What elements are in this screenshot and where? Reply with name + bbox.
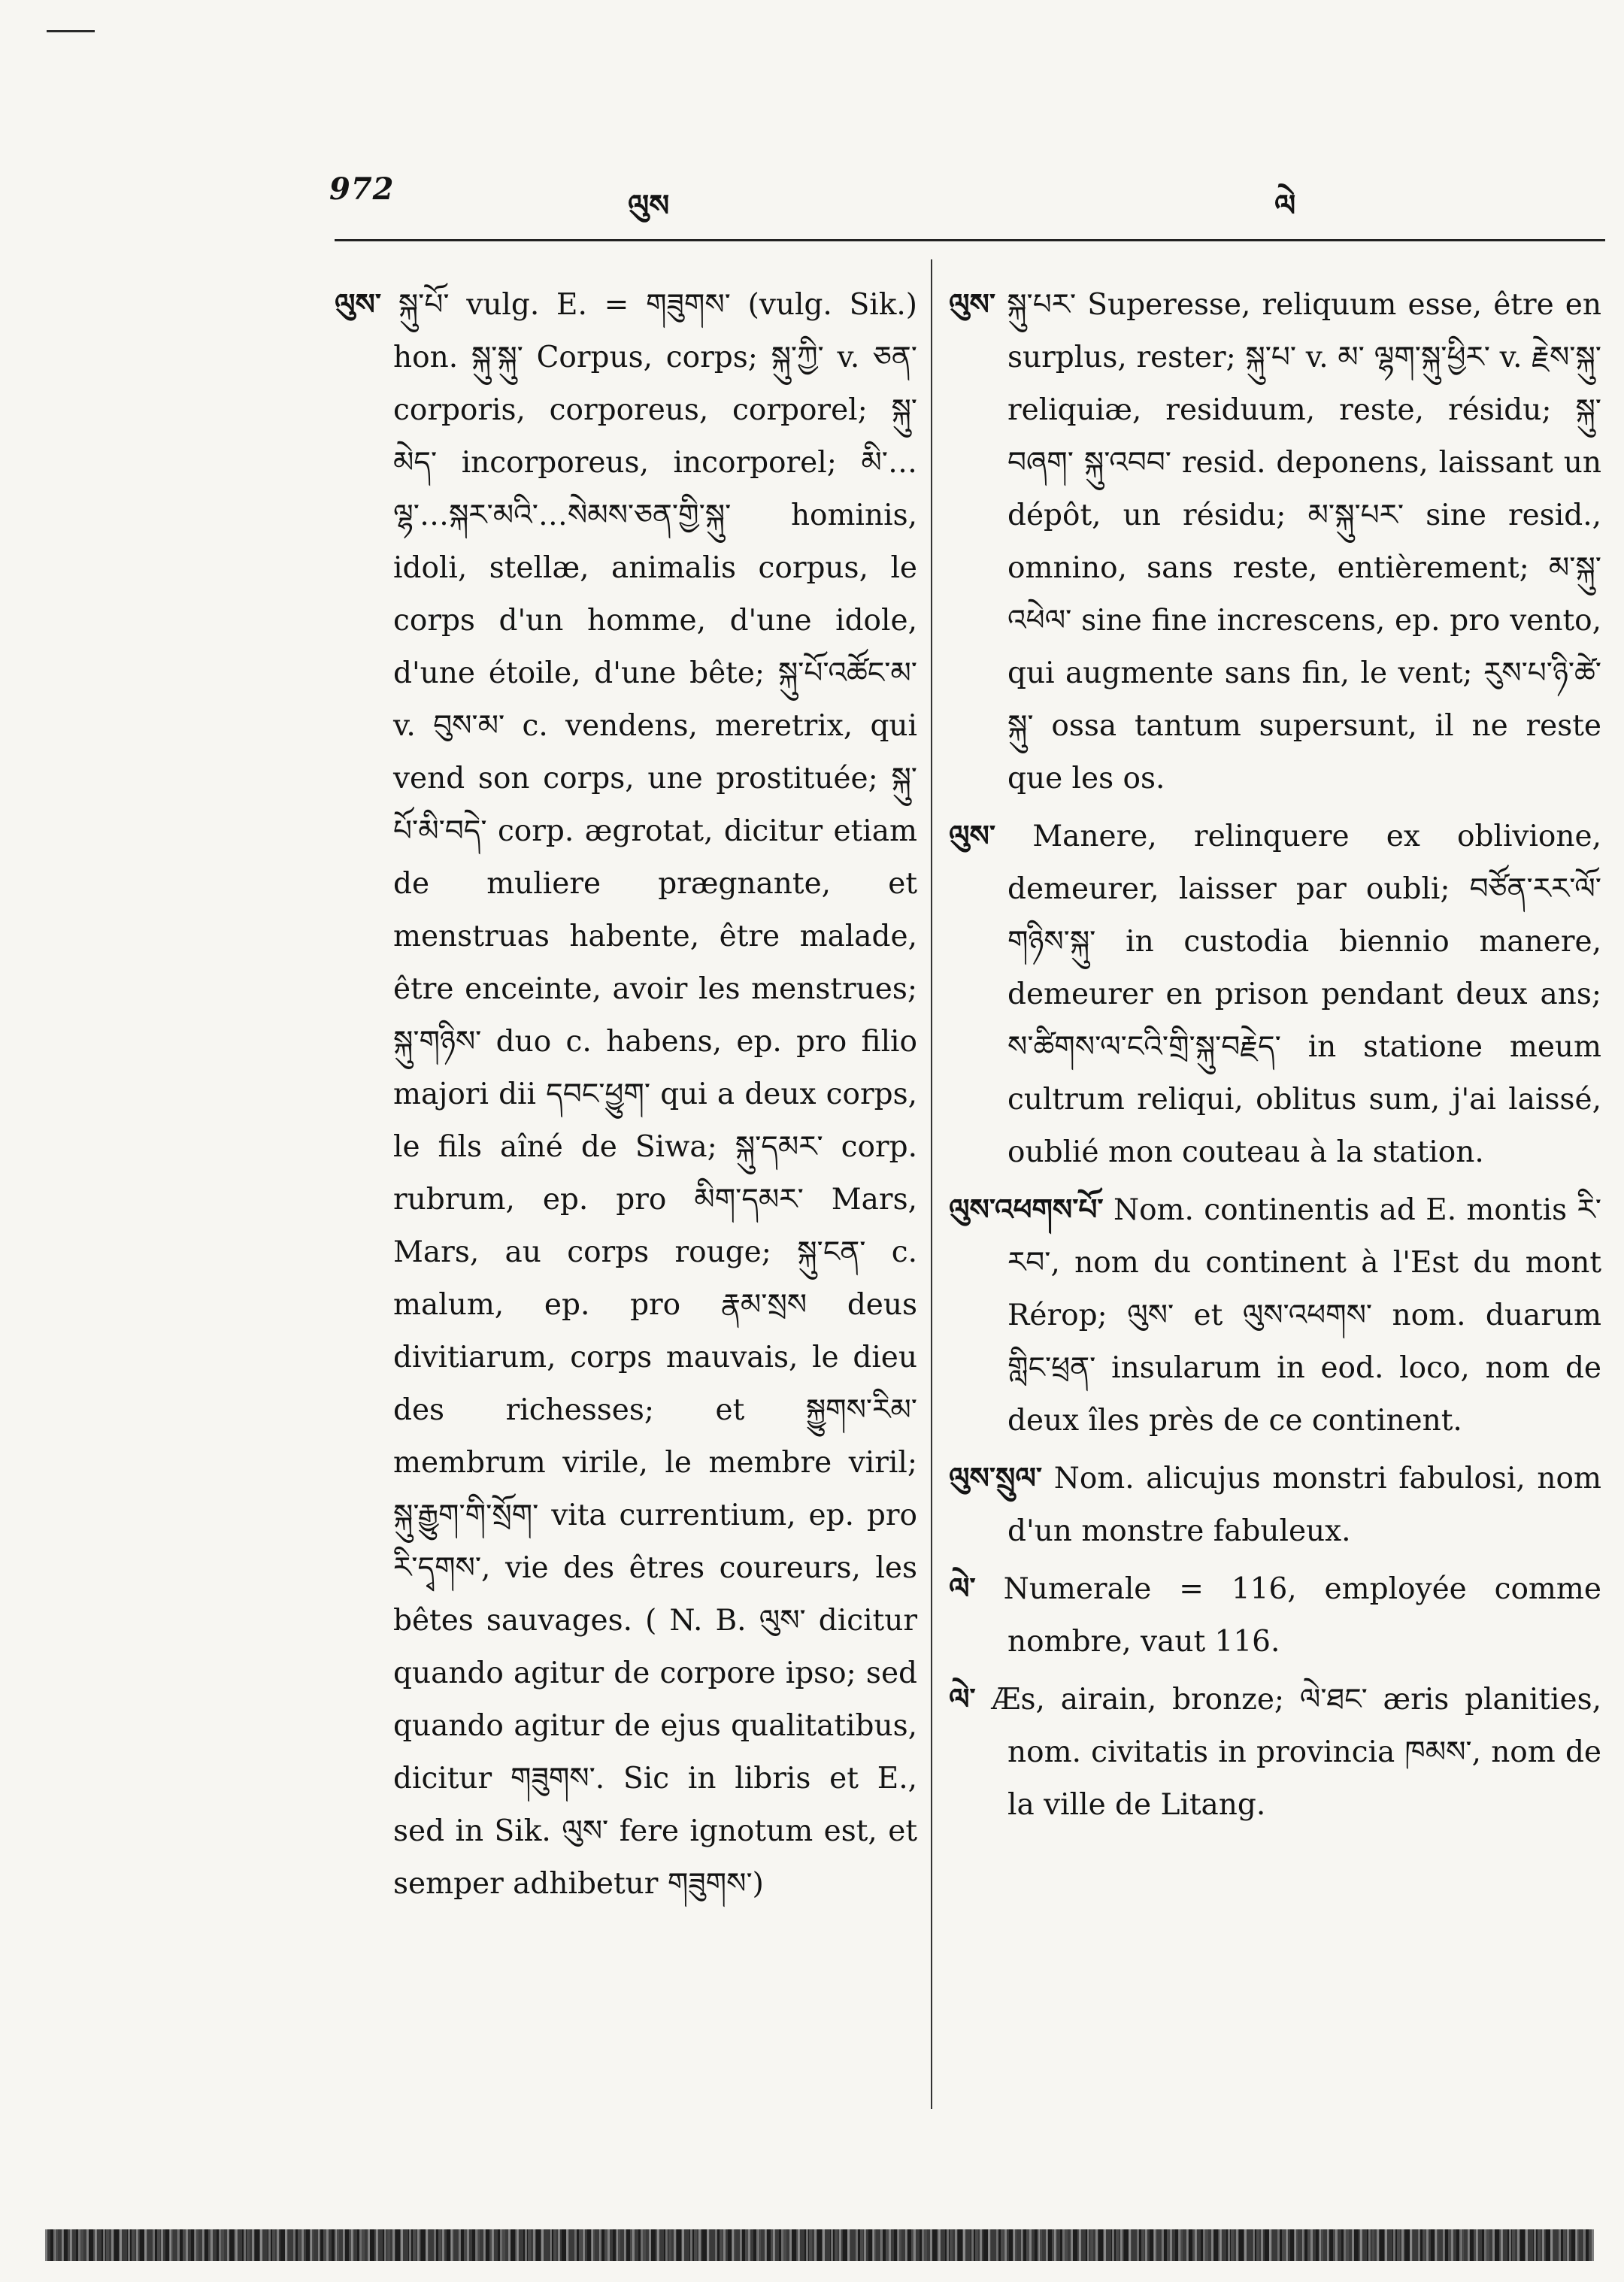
right-column — [949, 278, 1601, 1836]
dictionary-entry — [949, 1673, 1601, 1832]
running-head-right: ལེ — [1274, 188, 1296, 223]
column-divider — [931, 259, 932, 2109]
entry-text: སྐུ་པོ་ vulg. E. = གཟུགས་ (vulg. Sik.) hon. སྐུ་སྐུ་ Corpus, corps; སྐུ་ཀྱི་ v. ཅན་ corporis, corporeus, corporel; སྐུ་མེད་ incorporeus, incorporel; མི་…ལྷ་…སྐར་མའི་…སེམས་ཅན་གྱི་སྐུ་ hominis, idoli, stellæ, animalis corpus, le corps d'un homme, d'une idole, d'une étoile, d'une bête; སྐུ་པོ་འཚོང་མ་ v. བུས་མ་ c. vendens, meretrix, qui vend son corps, une prostituée; སྐུ་པོ་མི་བདེ་ corp. ægrotat, dicitur etiam de muliere prægnante, et menstruas habente, être malade, être enceinte, avoir les menstrues; སྐུ་གཉིས་ duo c. habens, ep. pro filio majori dii དབང་ཕྱུག་ qui a deux corps, le fils aîné de Siwa; སྐུ་དམར་ corp. rubrum, ep. pro མིག་དམར་ Mars, Mars, au corps rouge; སྐུ་ངན་ c. malum, ep. pro རྣམ་སྲས deus divitiarum, corps mauvais, le dieu des richesses; et སྐྱུགས་རིམ་ membrum virile, le membre viril; སྐུ་རྒྱུག་གི་སྲོག་ vita currentium, ep. pro རི་དྭགས་, vie des êtres coureurs, les bêtes sauvages. ( N. B. ལུས་ dicitur quando agitur de corpore ipso; sed quando agitur de ejus qualitatibus, dicitur གཟུགས་. Sic in libris et E., sed in Sik. ལུས་ fere ignotum est, et semper adhibetur གཟུགས་) — [393, 288, 917, 1901]
entry-text: Numerale = 116, employée comme nombre, vaut 116. — [1003, 1572, 1601, 1659]
left-column — [335, 278, 917, 1915]
entry-headword: ལུས་སྲུལ་ — [949, 1461, 1043, 1496]
entry-headword: ལུས་ — [949, 287, 996, 322]
scan-edge-band — [45, 2229, 1594, 2261]
dictionary-entry — [949, 810, 1601, 1179]
entry-headword: ལེ་ — [949, 1571, 976, 1606]
entry-headword: ལུས་ — [949, 819, 996, 853]
entry-text: སྐུ་པར་ Superesse, reliquum esse, être en surplus, rester; སྐུ་པ་ v. མ་ ལྷག་སྐུ་ཕྱིར་ v. རྗེས་སྐུ་ reliquiæ, residuum, reste, résidu; སྐུ་བཞག་ སྐུ་འབབ་ resid. deponens, laissant un dépôt, un résidu; མ་སྐུ་པར་ sine resid., omnino, sans reste, entièrement; མ་སྐུ་འཕེལ་ sine fine increscens, ep. pro vento, qui augmente sans fin, le vent; རུས་པ་ཉི་ཚེ་སྐུ་ ossa tantum supersunt, il ne reste que les os. — [1007, 288, 1601, 796]
entry-text: Nom. alicujus monstri fabulosi, nom d'un monstre fabuleux. — [1007, 1462, 1601, 1548]
dictionary-entry — [949, 1562, 1601, 1668]
entry-headword: ལུས་འཕགས་པོ་ — [949, 1193, 1104, 1227]
entry-headword: ལུས་ — [335, 287, 382, 322]
entry-text: Nom. continentis ad E. montis རི་རབ་, nom du continent à l'Est du mont Rérop; ལུས་ et ལུས་འཕགས་ nom. duarum གླིང་ཕྲན་ insularum in eod. loco, nom de deux îles près de ce continent. — [1007, 1193, 1601, 1438]
page-number: 972 — [329, 171, 395, 207]
entry-text: Manere, relinquere ex oblivione, demeurer, laisser par oubli; བཙོན་རར་ལོ་གཉིས་སྐུ་ in custodia biennio manere, demeurer en prison pendant deux ans; ས་ཚིགས་ལ་ངའི་གྲི་སྐུ་བརྗེད་ in statione meum cultrum reliqui, oblitus sum, j'ai laissé, oublié mon couteau à la station. — [1007, 820, 1601, 1169]
dictionary-entry — [949, 278, 1601, 805]
entry-text: Æs, airain, bronze; ལེ་ཐང་ æris planities, nom. civitatis in provincia ཁམས་, nom de la ville de Litang. — [991, 1683, 1601, 1822]
header-rule — [335, 239, 1605, 241]
dictionary-entry — [949, 1452, 1601, 1558]
dictionary-entry — [335, 278, 917, 1911]
entry-headword: ལེ་ — [949, 1682, 976, 1717]
running-head-left: ལུས — [628, 188, 670, 223]
dictionary-entry — [949, 1183, 1601, 1447]
corner-mark — [47, 30, 95, 32]
